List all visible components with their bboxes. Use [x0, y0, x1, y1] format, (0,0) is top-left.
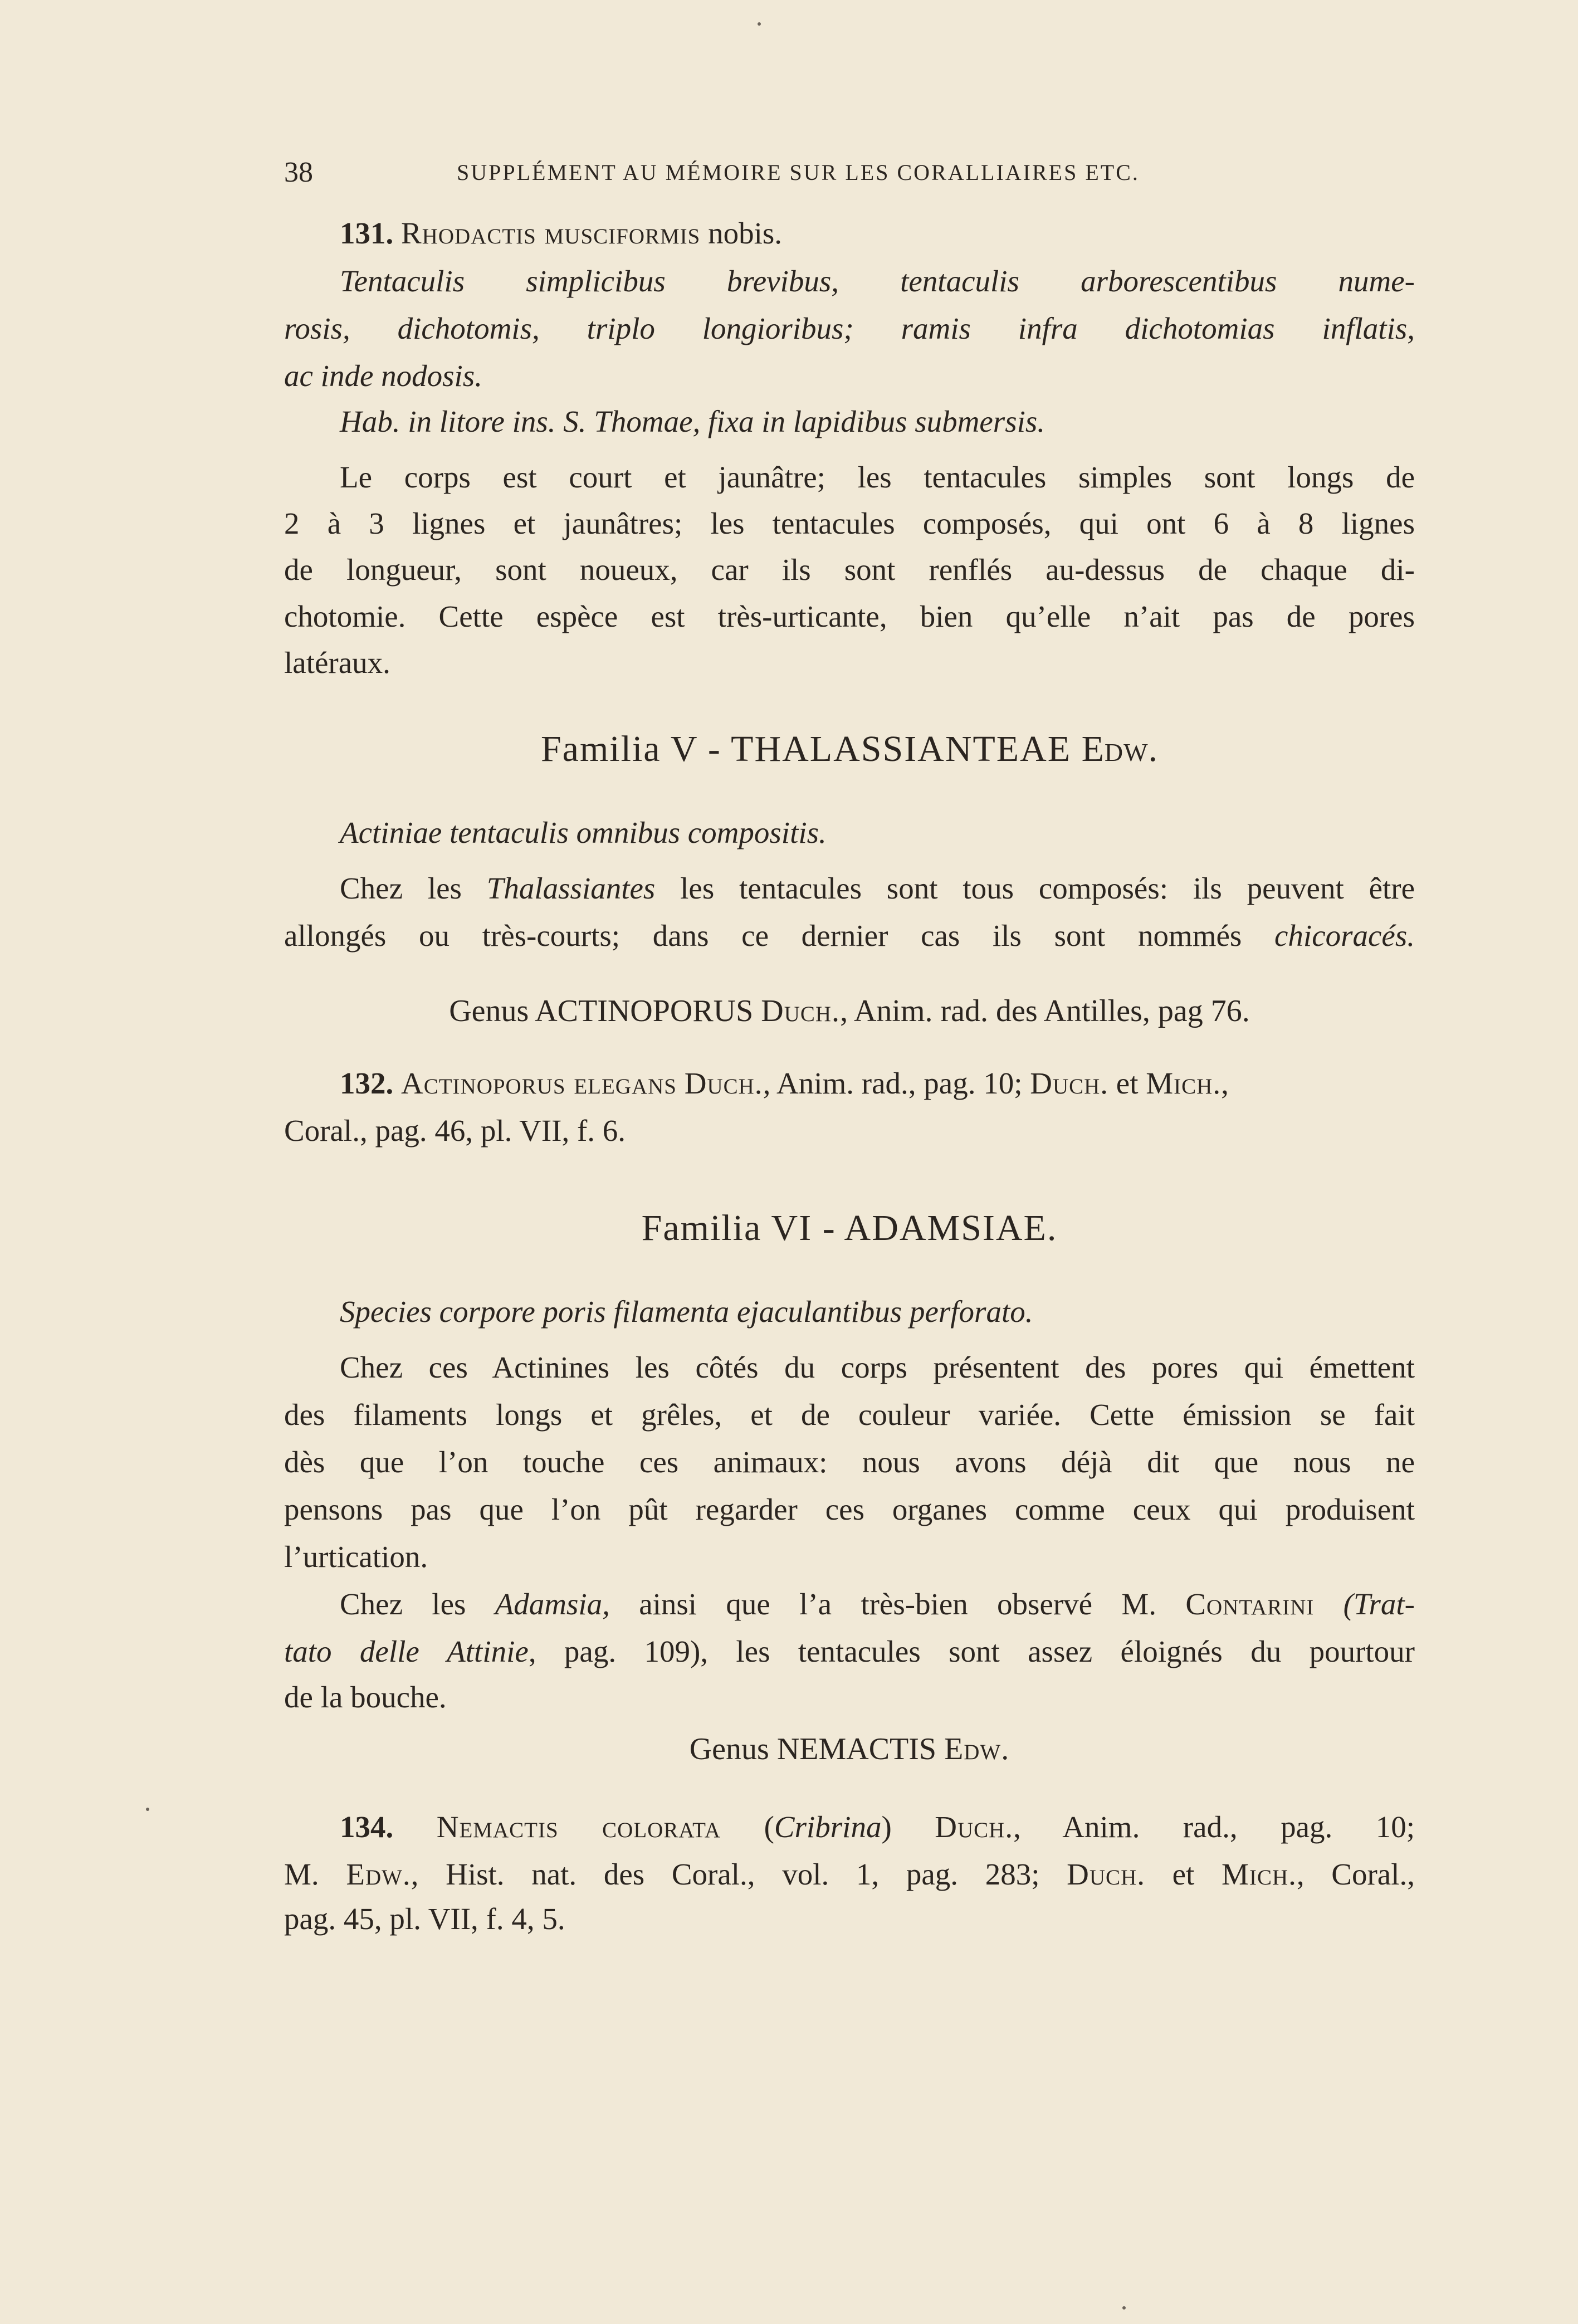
entry-number: 134. — [340, 1810, 394, 1844]
paragraph-line: dès que l’on touche ces animaux: nous avons déjà dit que nous ne — [284, 1445, 1415, 1479]
paragraph-line: tato delle Attinie, pag. 109), les tentacules sont assez éloignés du pourtour — [284, 1634, 1415, 1668]
paragraph-line: Chez ces Actinines les côtés du corps présentent des pores qui émettent — [340, 1350, 1415, 1384]
description-line: chotomie. Cette espèce est très-urticante, bien qu’elle n’ait pas de pores — [284, 599, 1415, 633]
paragraph-line: Chez les Adamsia, ainsi que l’a très-bien observé M. Contarini (Trat- — [340, 1587, 1415, 1621]
description-line: 2 à 3 lignes et jaunâtres; les tentacules composés, qui ont 6 à 8 lignes — [284, 506, 1415, 540]
page-number: 38 — [284, 157, 313, 188]
entry-132-line: Coral., pag. 46, pl. VII, f. 6. — [284, 1114, 626, 1148]
paragraph-line: des filaments longs et grêles, et de couleur variée. Cette émission se fait — [284, 1398, 1415, 1432]
genus-heading: Genus ACTINOPORUS Duch., Anim. rad. des Antilles, pag 76. — [449, 994, 1250, 1028]
paragraph-line: l’urtication. — [284, 1540, 428, 1574]
paper-speck — [146, 1808, 149, 1811]
species-author: nobis. — [708, 216, 783, 250]
entry-134-line: M. Edw., Hist. nat. des Coral., vol. 1, pag. 283; Duch. et Mich., Coral., — [284, 1857, 1415, 1891]
description-line: Le corps est court et jaunâtre; les tentacules simples sont longs de — [340, 460, 1415, 494]
species-name: Actinoporus elegans — [401, 1066, 677, 1100]
entry-number: 131. — [340, 216, 394, 250]
family-diagnosis: Actiniae tentaculis omnibus compositis. — [340, 816, 827, 849]
species-name: Rhodactis musciformis — [401, 216, 701, 250]
family-heading: Familia V - THALASSIANTEAE Edw. — [540, 729, 1159, 769]
diagnosis-line: rosis, dichotomis, triplo longioribus; ramis infra dichotomias inflatis, — [284, 311, 1415, 345]
paper-speck — [1122, 2306, 1126, 2310]
habitat-line: Hab. in litore ins. S. Thomae, fixa in lapidibus submersis. — [340, 404, 1046, 438]
description-line: de longueur, sont noueux, car ils sont renflés au-dessus de chaque di- — [284, 553, 1415, 587]
family-heading: Familia VI - ADAMSIAE. — [641, 1208, 1058, 1248]
family-text-line: allongés ou très-courts; dans ce dernier cas ils sont nommés chicoracés. — [284, 919, 1415, 953]
diagnosis-line: Tentaculis simplicibus brevibus, tentaculis arborescentibus nume- — [340, 264, 1415, 298]
genus-heading: Genus NEMACTIS Edw. — [689, 1732, 1010, 1766]
description-line: latéraux. — [284, 646, 390, 680]
family-diagnosis: Species corpore poris filamenta ejaculantibus perforato. — [340, 1295, 1033, 1329]
entry-134-line: 134. Nemactis colorata (Cribrina) Duch., Anim. rad., pag. 10; — [340, 1810, 1415, 1844]
paragraph-line: pensons pas que l’on pût regarder ces organes comme ceux qui produisent — [284, 1492, 1415, 1526]
species-name: Nemactis colorata — [436, 1810, 721, 1844]
paragraph-line: de la bouche. — [284, 1680, 447, 1714]
entry-132-line: 132. Actinoporus elegans Duch., Anim. rad., pag. 10; Duch. et Mich., — [340, 1066, 1229, 1100]
entry-number: 132. — [340, 1066, 394, 1100]
family-text-line: Chez les Thalassiantes les tentacules sont tous composés: ils peuvent être — [340, 871, 1415, 905]
entry-131-heading — [284, 214, 1415, 253]
diagnosis-line: ac inde nodosis. — [284, 359, 482, 393]
paper-speck — [758, 22, 761, 26]
entry-134-line: pag. 45, pl. VII, f. 4, 5. — [284, 1902, 565, 1936]
running-title: SUPPLÉMENT AU MÉMOIRE SUR LES CORALLIAIRES ETC. — [457, 160, 1140, 185]
